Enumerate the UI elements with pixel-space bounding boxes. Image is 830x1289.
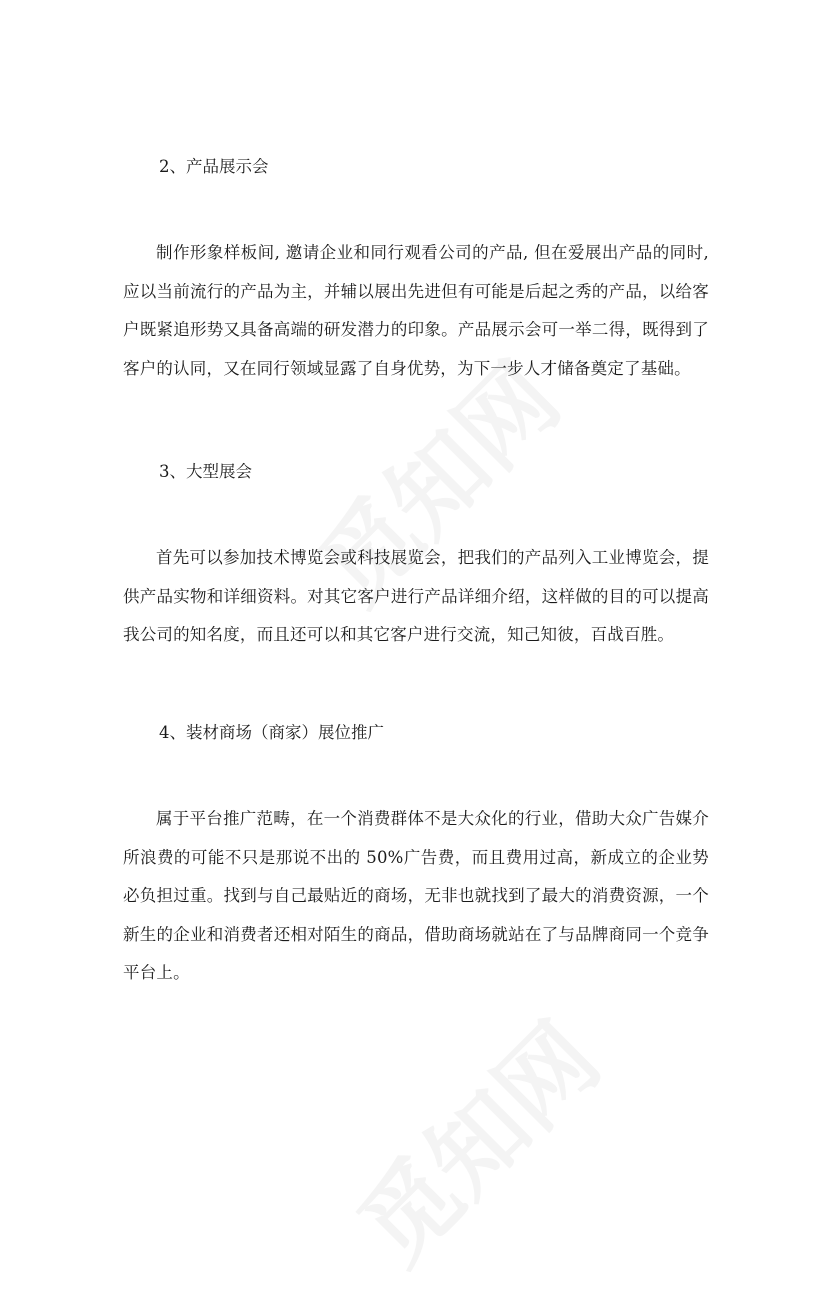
- section-paragraph-large-exhibition: 首先可以参加技术博览会或科技展览会，把我们的产品列入工业博览会，提供产品实物和详细资料。对其它客户进行产品详细介绍，这样做的目的可以提高我公司的知名度，而且还可以和其它客户进行交流，知己知彼，百战百胜。: [123, 548, 709, 644]
- section-heading-large-exhibition: 3、大型展会: [159, 462, 252, 481]
- watermark-bottom: [324, 988, 625, 1289]
- section-heading-mall-booth: 4、装材商场（商家）展位推广: [159, 723, 384, 742]
- section-heading-product-show: 2、产品展示会: [159, 157, 269, 176]
- section-paragraph-product-show: 制作形象样板间, 邀请企业和同行观看公司的产品, 但在爱展出产品的同时, 应以当前流行的产品为主，并辅以展出先进但有可能是后起之秀的产品，以给客户既紧追形势又具备高端的研发潜力的印象。产品展示会可一举二得，既得到了客户的认同，又在同行领域显露了自身优势，为下一步人才储备奠定了基础。: [123, 243, 709, 378]
- section-paragraph-mall-booth: 属于平台推广范畴，在一个消费群体不是大众化的行业，借助大众广告媒介所浪费的可能不只是那说不出的 50%广告费，而且费用过高，新成立的企业势必负担过重。找到与自己最贴近的商场，无非也就找到了最大的消费资源，一个新生的企业和消费者还相对陌生的商品，借助商场就站在了与品牌商同一个竞争平台上。: [123, 809, 709, 982]
